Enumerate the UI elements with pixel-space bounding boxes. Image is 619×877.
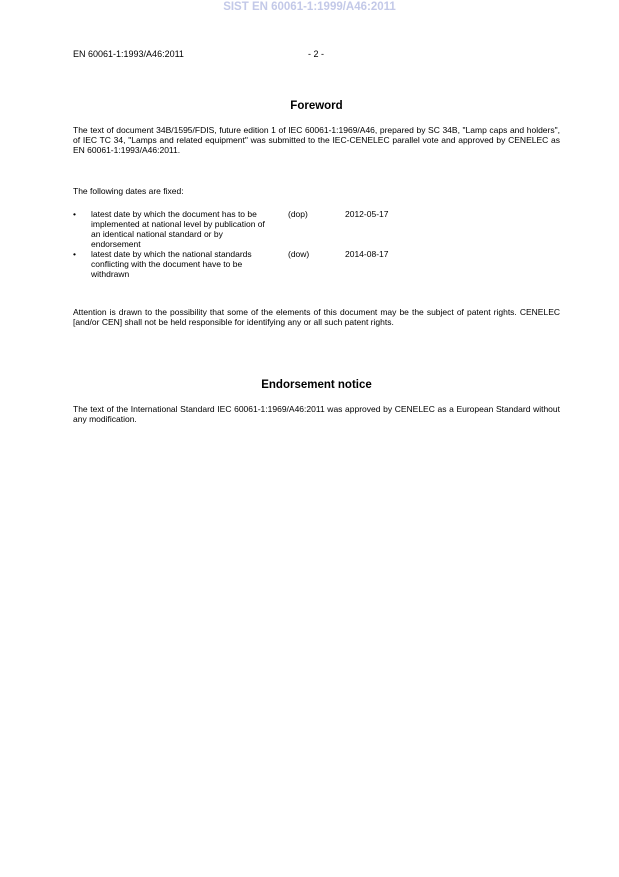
dates-intro: The following dates are fixed: — [73, 186, 184, 196]
date-description: latest date by which the document has to be implemented at national level by publication of an identical national standard or by endorsement — [91, 209, 265, 249]
date-row-dop — [73, 209, 560, 249]
date-value: 2012-05-17 — [345, 209, 389, 219]
date-abbreviation: (dop) — [288, 209, 308, 219]
page-number: - 2 - — [308, 49, 325, 59]
dates-list — [73, 209, 560, 279]
watermark: SIST EN 60061-1:1999/A46:2011 — [223, 1, 396, 13]
document-id: EN 60061-1:1993/A46:2011 — [73, 49, 184, 59]
date-row-dow — [73, 249, 560, 279]
endorsement-heading: Endorsement notice — [261, 379, 372, 391]
date-description: latest date by which the national standards conflicting with the document have to be withdrawn — [91, 249, 252, 279]
date-abbreviation: (dow) — [288, 249, 310, 259]
foreword-heading: Foreword — [290, 100, 343, 112]
date-value: 2014-08-17 — [345, 249, 389, 259]
endorsement-text: The text of the International Standard IEC 60061-1:1969/A46:2011 was approved by CENELEC as a European Standard without any modification. — [73, 404, 560, 424]
bullet: • — [73, 249, 76, 259]
patent-notice: Attention is drawn to the possibility that some of the elements of this document may be the subject of patent rights. CENELEC [and/or CEN] shall not be held responsible for identifying any or all such patent rights. — [73, 307, 560, 327]
bullet: • — [73, 209, 76, 219]
foreword-intro: The text of document 34B/1595/FDIS, future edition 1 of IEC 60061-1:1969/A46, prepared by SC 34B, "Lamp caps and holders", of IEC TC 34, "Lamps and related equipment" was submitted to the IEC-CENELEC parallel vote and approved by CENELEC as EN 60061-1:1993/A46:2011. — [73, 125, 560, 155]
